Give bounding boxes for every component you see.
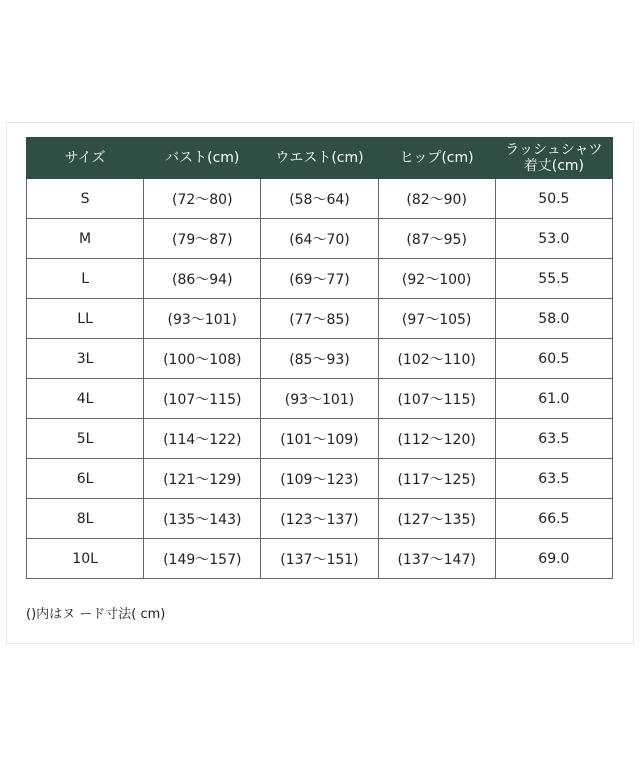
cell-bust: (79～87)	[144, 219, 261, 259]
header-waist: ウエスト(cm)	[261, 138, 378, 179]
table-row	[27, 419, 613, 459]
cell-waist: (101～109)	[261, 419, 378, 459]
cell-hip: (112～120)	[378, 419, 495, 459]
cell-waist: (123～137)	[261, 499, 378, 539]
cell-size: 5L	[27, 419, 144, 459]
table-row	[27, 299, 613, 339]
cell-hip: (137～147)	[378, 539, 495, 579]
cell-waist: (77～85)	[261, 299, 378, 339]
cell-length: 60.5	[495, 339, 612, 379]
cell-size: M	[27, 219, 144, 259]
cell-length: 69.0	[495, 539, 612, 579]
cell-size: 6L	[27, 459, 144, 499]
header-hip: ヒップ(cm)	[378, 138, 495, 179]
cell-bust: (107～115)	[144, 379, 261, 419]
table-header-row	[27, 138, 613, 179]
table-row	[27, 179, 613, 219]
table-row	[27, 459, 613, 499]
cell-hip: (117～125)	[378, 459, 495, 499]
cell-bust: (114～122)	[144, 419, 261, 459]
cell-hip: (107～115)	[378, 379, 495, 419]
cell-bust: (100～108)	[144, 339, 261, 379]
header-size: サイズ	[27, 138, 144, 179]
cell-size: 4L	[27, 379, 144, 419]
table-row	[27, 219, 613, 259]
cell-bust: (149～157)	[144, 539, 261, 579]
header-bust: バスト(cm)	[144, 138, 261, 179]
cell-waist: (93～101)	[261, 379, 378, 419]
size-table	[26, 137, 613, 579]
cell-size: 8L	[27, 499, 144, 539]
cell-waist: (64～70)	[261, 219, 378, 259]
header-rash-shirt-length: ラッシュシャツ 着丈(cm)	[495, 138, 612, 179]
cell-bust: (86～94)	[144, 259, 261, 299]
table-row	[27, 339, 613, 379]
cell-hip: (92～100)	[378, 259, 495, 299]
cell-hip: (127～135)	[378, 499, 495, 539]
cell-size: L	[27, 259, 144, 299]
cell-hip: (82～90)	[378, 179, 495, 219]
cell-length: 66.5	[495, 499, 612, 539]
cell-bust: (93～101)	[144, 299, 261, 339]
cell-waist: (69～77)	[261, 259, 378, 299]
cell-hip: (102～110)	[378, 339, 495, 379]
cell-size: LL	[27, 299, 144, 339]
cell-length: 63.5	[495, 459, 612, 499]
cell-length: 63.5	[495, 419, 612, 459]
cell-length: 55.5	[495, 259, 612, 299]
table-row	[27, 259, 613, 299]
cell-bust: (135～143)	[144, 499, 261, 539]
cell-waist: (58～64)	[261, 179, 378, 219]
cell-size: S	[27, 179, 144, 219]
cell-waist: (137～151)	[261, 539, 378, 579]
cell-bust: (121～129)	[144, 459, 261, 499]
cell-size: 10L	[27, 539, 144, 579]
table-row	[27, 499, 613, 539]
cell-length: 61.0	[495, 379, 612, 419]
cell-waist: (109～123)	[261, 459, 378, 499]
cell-length: 58.0	[495, 299, 612, 339]
cell-size: 3L	[27, 339, 144, 379]
measurement-note: ()内はヌ ード寸法( cm)	[26, 607, 166, 622]
cell-length: 53.0	[495, 219, 612, 259]
cell-hip: (97～105)	[378, 299, 495, 339]
table-row	[27, 539, 613, 579]
cell-length: 50.5	[495, 179, 612, 219]
table-row	[27, 379, 613, 419]
cell-hip: (87～95)	[378, 219, 495, 259]
cell-bust: (72～80)	[144, 179, 261, 219]
cell-waist: (85～93)	[261, 339, 378, 379]
